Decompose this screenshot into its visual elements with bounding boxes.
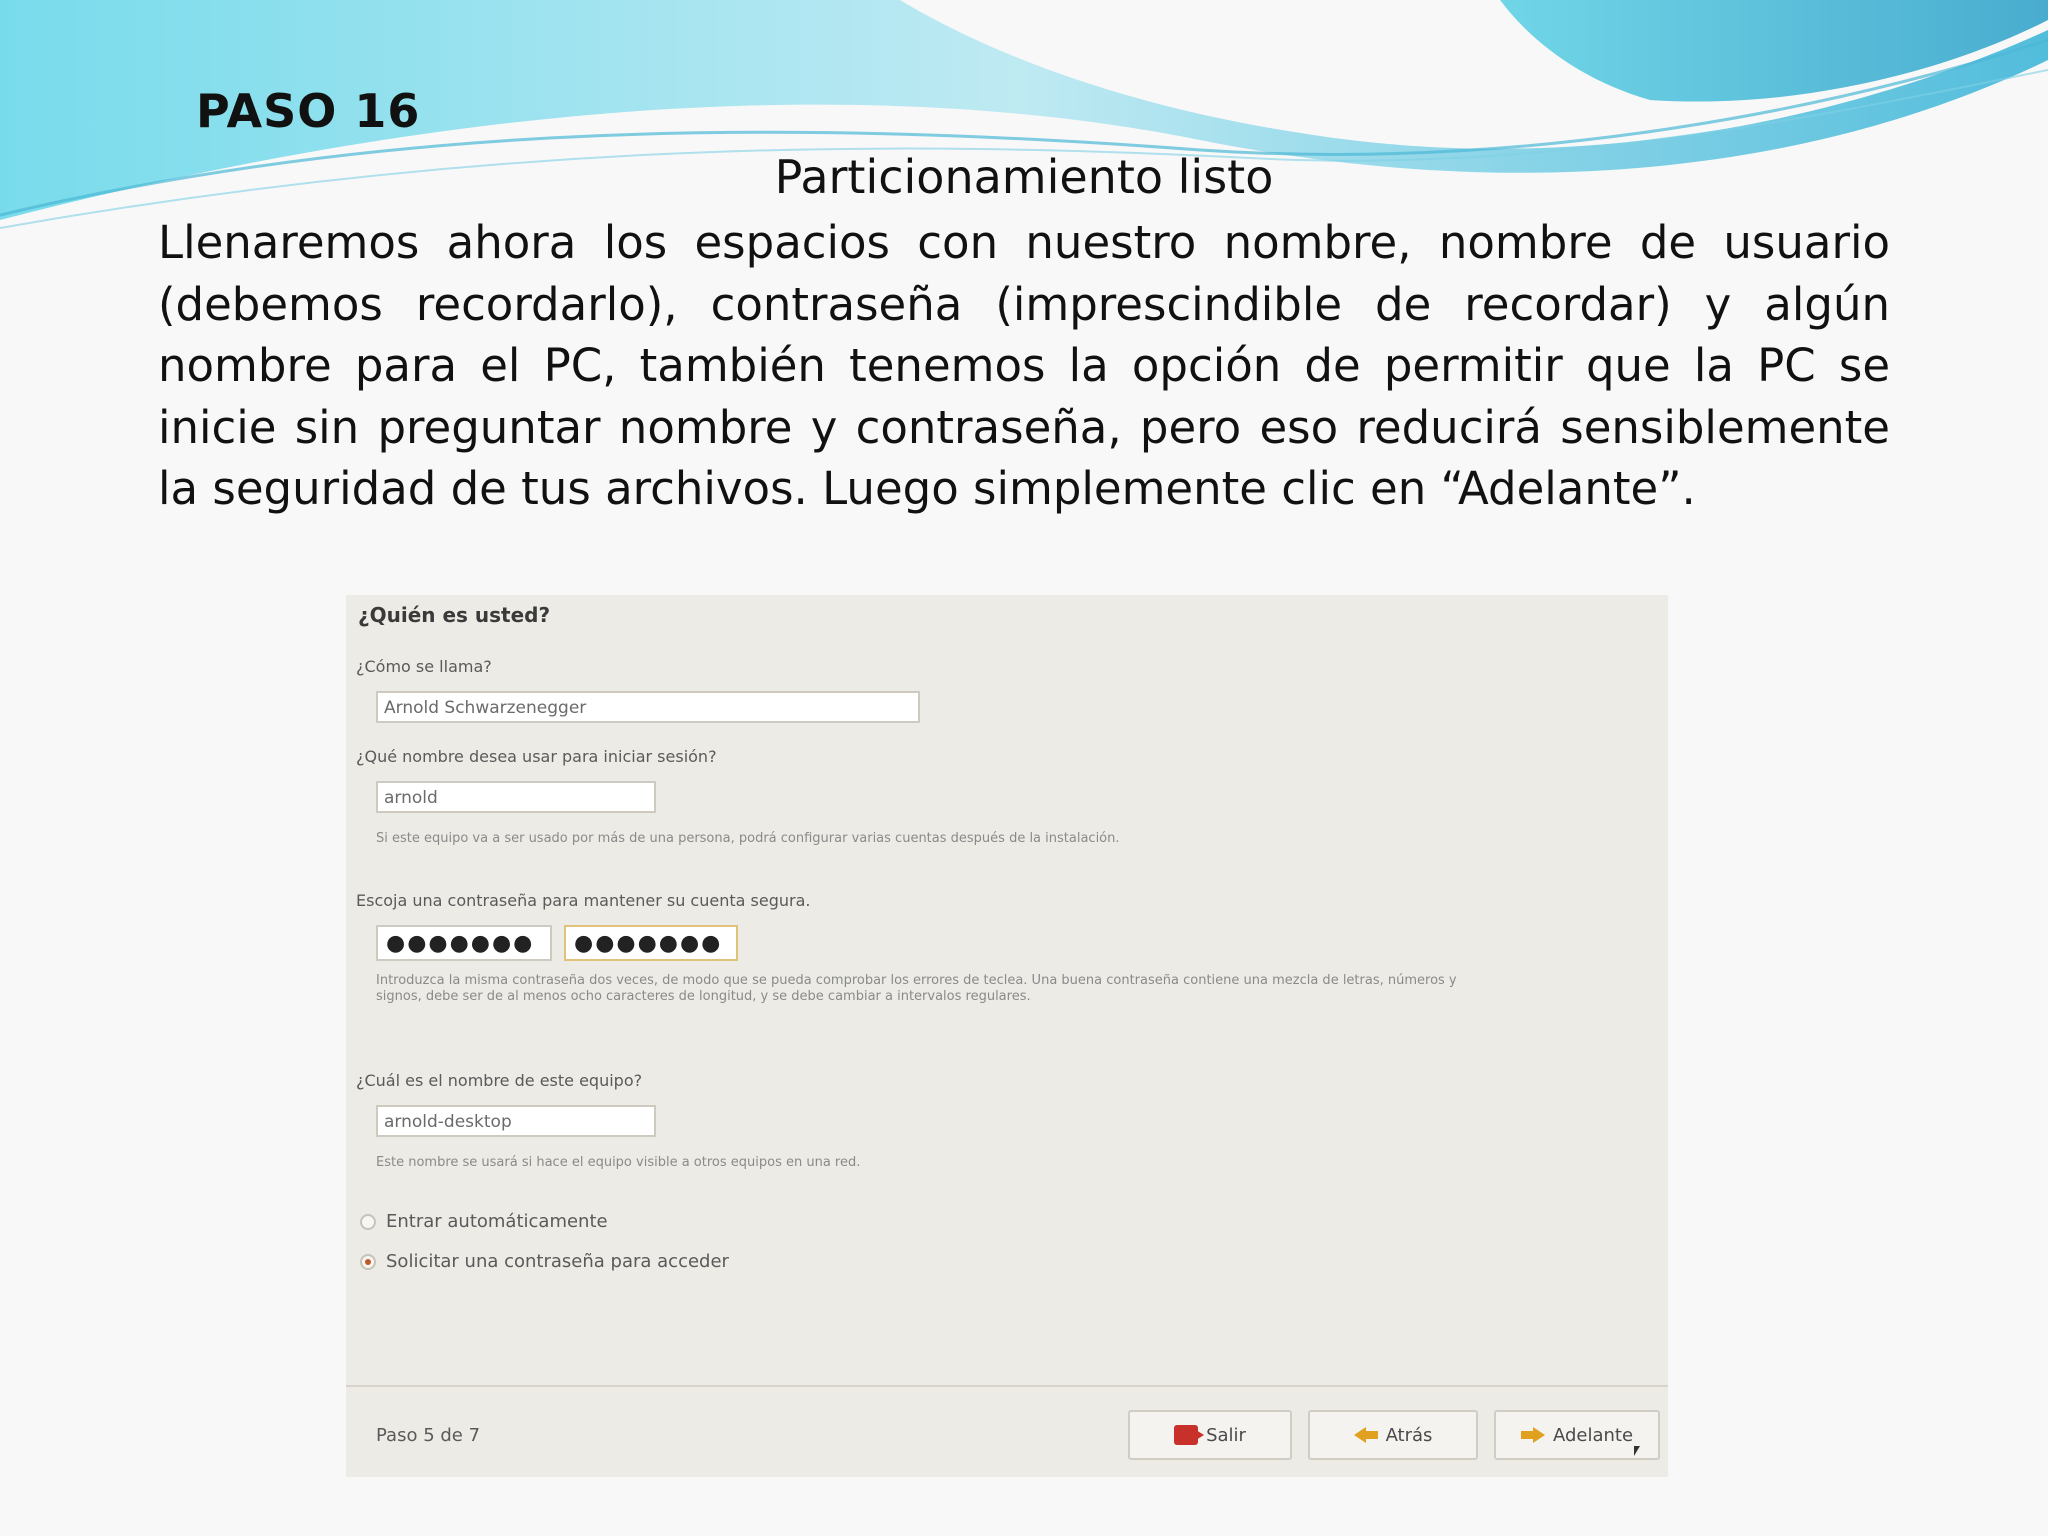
back-button-label: Atrás <box>1385 1424 1433 1446</box>
quit-button-label: Salir <box>1206 1424 1246 1446</box>
require-password-label: Solicitar una contraseña para acceder <box>386 1251 729 1272</box>
full-name-input[interactable]: Arnold Schwarzenegger <box>376 691 920 723</box>
computer-name-hint: Este nombre se usará si hace el equipo visible a otros equipos en una red. <box>376 1155 861 1170</box>
slide-subtitle-text: Particionamiento listo <box>774 150 1274 204</box>
forward-arrow-icon <box>1521 1425 1545 1445</box>
login-question: ¿Qué nombre desea usar para iniciar sesión? <box>356 747 717 766</box>
forward-button[interactable] <box>1494 1410 1660 1460</box>
require-password-option[interactable] <box>360 1251 729 1272</box>
back-button[interactable] <box>1308 1410 1478 1460</box>
forward-button-label: Adelante <box>1552 1424 1634 1446</box>
login-hint: Si este equipo va a ser usado por más de una persona, podrá configurar varias cuentas después de la instalación. <box>376 831 1120 846</box>
computer-name-input[interactable]: arnold-desktop <box>376 1105 656 1137</box>
quit-button[interactable] <box>1128 1410 1292 1460</box>
quit-icon <box>1174 1425 1198 1445</box>
slide-subtitle <box>0 150 2048 204</box>
password-input[interactable]: ●●●●●●● <box>376 925 552 961</box>
require-password-radio[interactable] <box>360 1254 376 1270</box>
installer-dialog-screenshot <box>346 595 1668 1477</box>
dialog-divider <box>346 1385 1668 1387</box>
cursor-icon <box>1634 1446 1640 1456</box>
password-question: Escoja una contraseña para mantener su cuenta segura. <box>356 891 811 910</box>
dialog-heading: ¿Quién es usted? <box>358 603 551 627</box>
back-arrow-icon <box>1354 1425 1378 1445</box>
password-confirm-input[interactable]: ●●●●●●● <box>564 925 738 961</box>
auto-login-option[interactable] <box>360 1211 608 1232</box>
auto-login-radio[interactable] <box>360 1214 376 1230</box>
computer-name-question: ¿Cuál es el nombre de este equipo? <box>356 1071 643 1090</box>
slide-body-text: Llenaremos ahora los espacios con nuestro nombre, nombre de usuario (debemos recordarlo), contraseña (imprescindible de recordar) y algún nombre para el PC, también tenemos la opción de permitir que la PC se inicie sin preguntar nombre y contraseña, pero eso reducirá sensiblemente la seguridad de tus archivos. Luego simplemente clic en “Adelante”. <box>158 216 1890 515</box>
username-input[interactable]: arnold <box>376 781 656 813</box>
name-question: ¿Cómo se llama? <box>356 657 492 676</box>
auto-login-label: Entrar automáticamente <box>386 1211 608 1232</box>
step-title: PASO 16 <box>196 84 421 138</box>
step-indicator: Paso 5 de 7 <box>376 1425 481 1446</box>
password-hint: Introduzca la misma contraseña dos veces, de modo que se pueda comprobar los errores de teclea. Una buena contraseña contiene una mezcla de letras, números y signos, debe ser de al menos ocho caracteres de longitud, y se debe cambiar a intervalos regulares. <box>376 973 1457 1004</box>
